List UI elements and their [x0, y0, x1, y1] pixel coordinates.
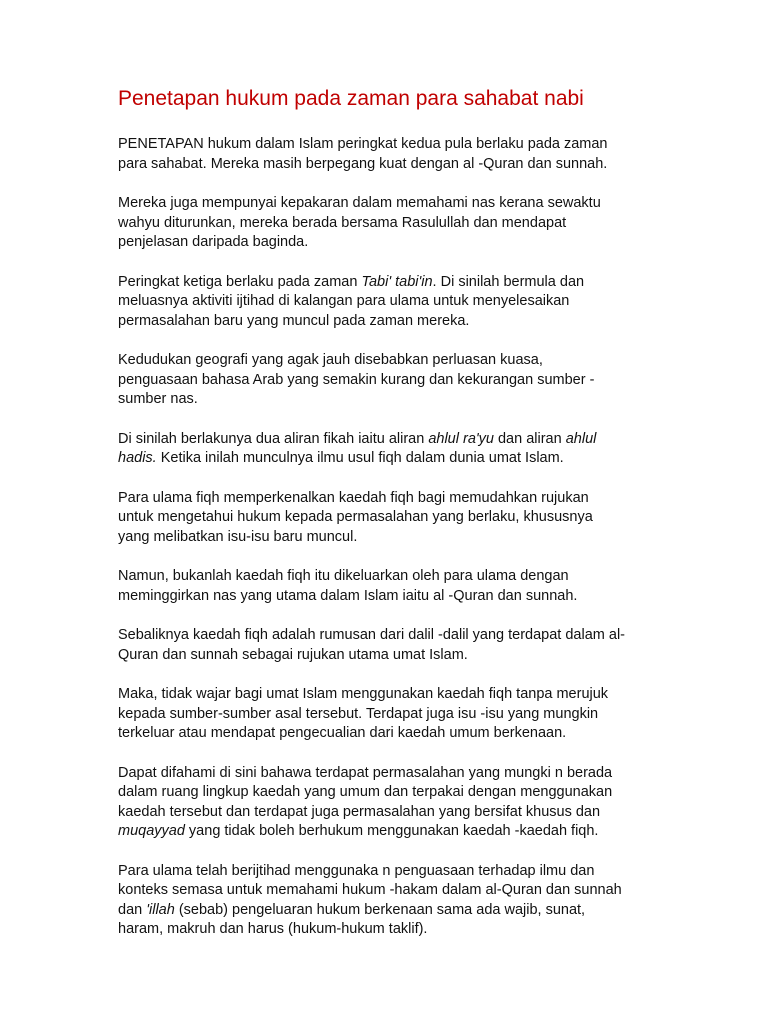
text-line [118, 135, 654, 155]
text-segment: Mereka juga mempunyai kepakaran dalam memahami nas kerana sewaktu [118, 195, 601, 211]
paragraph [118, 351, 654, 410]
text-line [118, 587, 654, 607]
text-segment: . Di sinilah bermula dan [432, 273, 585, 290]
paragraph [118, 273, 654, 332]
text-segment: yang tidak boleh berhukum menggunakan kaedah -kaedah fiqh. [184, 823, 599, 839]
text-line [118, 862, 654, 882]
text-segment: sumber nas. [118, 391, 198, 407]
italic-term: ahlul [565, 430, 597, 447]
text-line [118, 312, 654, 332]
text-segment: dan [118, 901, 147, 918]
text-segment: Di sinilah berlakunya dua aliran fikah iaitu aliran [118, 430, 429, 447]
text-segment: terkeluar atau mendapat pengecualian dari kaedah umum berkenaan. [118, 725, 567, 741]
text-line [118, 803, 654, 823]
paragraph [118, 135, 654, 174]
text-line [118, 214, 654, 234]
text-line [118, 724, 654, 744]
italic-term: hadis. [118, 450, 157, 466]
text-segment: Peringkat ketiga berlaku pada zaman [118, 273, 362, 290]
paragraph [118, 764, 654, 842]
text-line [118, 489, 654, 509]
text-line [118, 194, 654, 214]
paragraph [118, 626, 654, 665]
text-segment: penjelasan daripada baginda. [118, 234, 309, 250]
text-line [118, 626, 654, 646]
text-line [118, 705, 654, 725]
italic-term: Tabi' tabi'in [361, 273, 433, 290]
text-line [118, 292, 654, 312]
italic-term: ahlul ra'yu [428, 430, 494, 447]
paragraph [118, 567, 654, 606]
text-segment: Namun, bukanlah kaedah fiqh itu dikeluarkan oleh para ulama dengan [118, 568, 569, 584]
text-segment: yang melibatkan isu-isu baru muncul. [118, 528, 358, 545]
text-segment: penguasaan bahasa Arab yang semakin kurang dan kekurangan sumber - [118, 371, 595, 388]
text-line [118, 371, 654, 391]
text-segment: (sebab) pengeluaran hukum berkenaan sama ada wajib, sunat, [174, 901, 586, 918]
text-segment: dalam ruang lingkup kaedah yang umum dan terpakai dengan menggunakan [118, 784, 613, 800]
text-line [118, 233, 654, 253]
text-segment: untuk mengetahui hukum kepada permasalahan yang berlaku, khususnya [118, 509, 593, 525]
text-segment: Ketika inilah munculnya ilmu usul fiqh dalam dunia umat Islam. [156, 450, 564, 466]
text-segment: Para ulama fiqh memperkenalkan kaedah fiqh bagi memudahkan rujukan [118, 489, 589, 506]
text-segment: meluasnya aktiviti ijtihad di kalangan para ulama untuk menyelesaikan [118, 293, 570, 309]
text-segment: Maka, tidak wajar bagi umat Islam menggunakan kaedah fiqh tanpa merujuk [118, 686, 609, 702]
text-segment: meminggirkan nas yang utama dalam Islam iaitu al -Quran dan sunnah. [118, 587, 578, 604]
text-segment: Dapat difahami di sini bahawa terdapat permasalahan yang mungki n berada [118, 764, 613, 781]
text-segment: Sebaliknya kaedah fiqh adalah rumusan dari dalil -dalil yang terdapat dalam al- [118, 627, 626, 643]
text-line [118, 646, 654, 666]
text-line [118, 390, 654, 410]
text-line [118, 508, 654, 528]
text-segment: kepada sumber-sumber asal tersebut. Terdapat juga isu -isu yang mungkin [118, 705, 599, 722]
document-title: Penetapan hukum pada zaman para sahabat nabi [118, 87, 584, 110]
text-line [118, 351, 654, 371]
text-line [118, 430, 654, 450]
italic-term: 'illah [146, 901, 175, 918]
text-line [118, 901, 654, 921]
paragraph [118, 489, 654, 548]
paragraph [118, 862, 654, 940]
text-segment: dan aliran [493, 430, 566, 447]
text-segment: para sahabat. Mereka masih berpegang kuat dengan al -Quran dan sunnah. [118, 155, 608, 172]
text-segment: wahyu diturunkan, mereka berada bersama Rasulullah dan mendapat [118, 214, 567, 231]
text-segment: Para ulama telah berijtihad menggunaka n penguasaan terhadap ilmu dan [118, 862, 595, 879]
text-segment: PENETAPAN hukum dalam Islam peringkat kedua pula berlaku pada zaman [118, 136, 608, 152]
text-line [118, 567, 654, 587]
document-body [118, 135, 654, 940]
text-line [118, 881, 654, 901]
text-line [118, 155, 654, 175]
text-segment: Quran dan sunnah sebagai rujukan utama umat Islam. [118, 646, 468, 663]
text-line [118, 273, 654, 293]
paragraph [118, 685, 654, 744]
text-segment: Kedudukan geografi yang agak jauh disebabkan perluasan kuasa, [118, 352, 543, 368]
text-segment: konteks semasa untuk memahami hukum -hakam dalam al-Quran dan sunnah [118, 882, 622, 898]
paragraph [118, 430, 654, 469]
text-line [118, 920, 654, 940]
text-line [118, 449, 654, 469]
text-segment: kaedah tersebut dan terdapat juga permasalahan yang bersifat khusus dan [118, 803, 601, 820]
text-segment: permasalahan baru yang muncul pada zaman mereka. [118, 312, 470, 329]
text-line [118, 822, 654, 842]
text-line [118, 528, 654, 548]
text-line [118, 764, 654, 784]
text-segment: haram, makruh dan harus (hukum-hukum taklif). [118, 921, 428, 937]
italic-term: muqayyad [118, 823, 185, 839]
paragraph [118, 194, 654, 253]
text-line [118, 685, 654, 705]
document-page [118, 84, 654, 960]
text-line [118, 783, 654, 803]
